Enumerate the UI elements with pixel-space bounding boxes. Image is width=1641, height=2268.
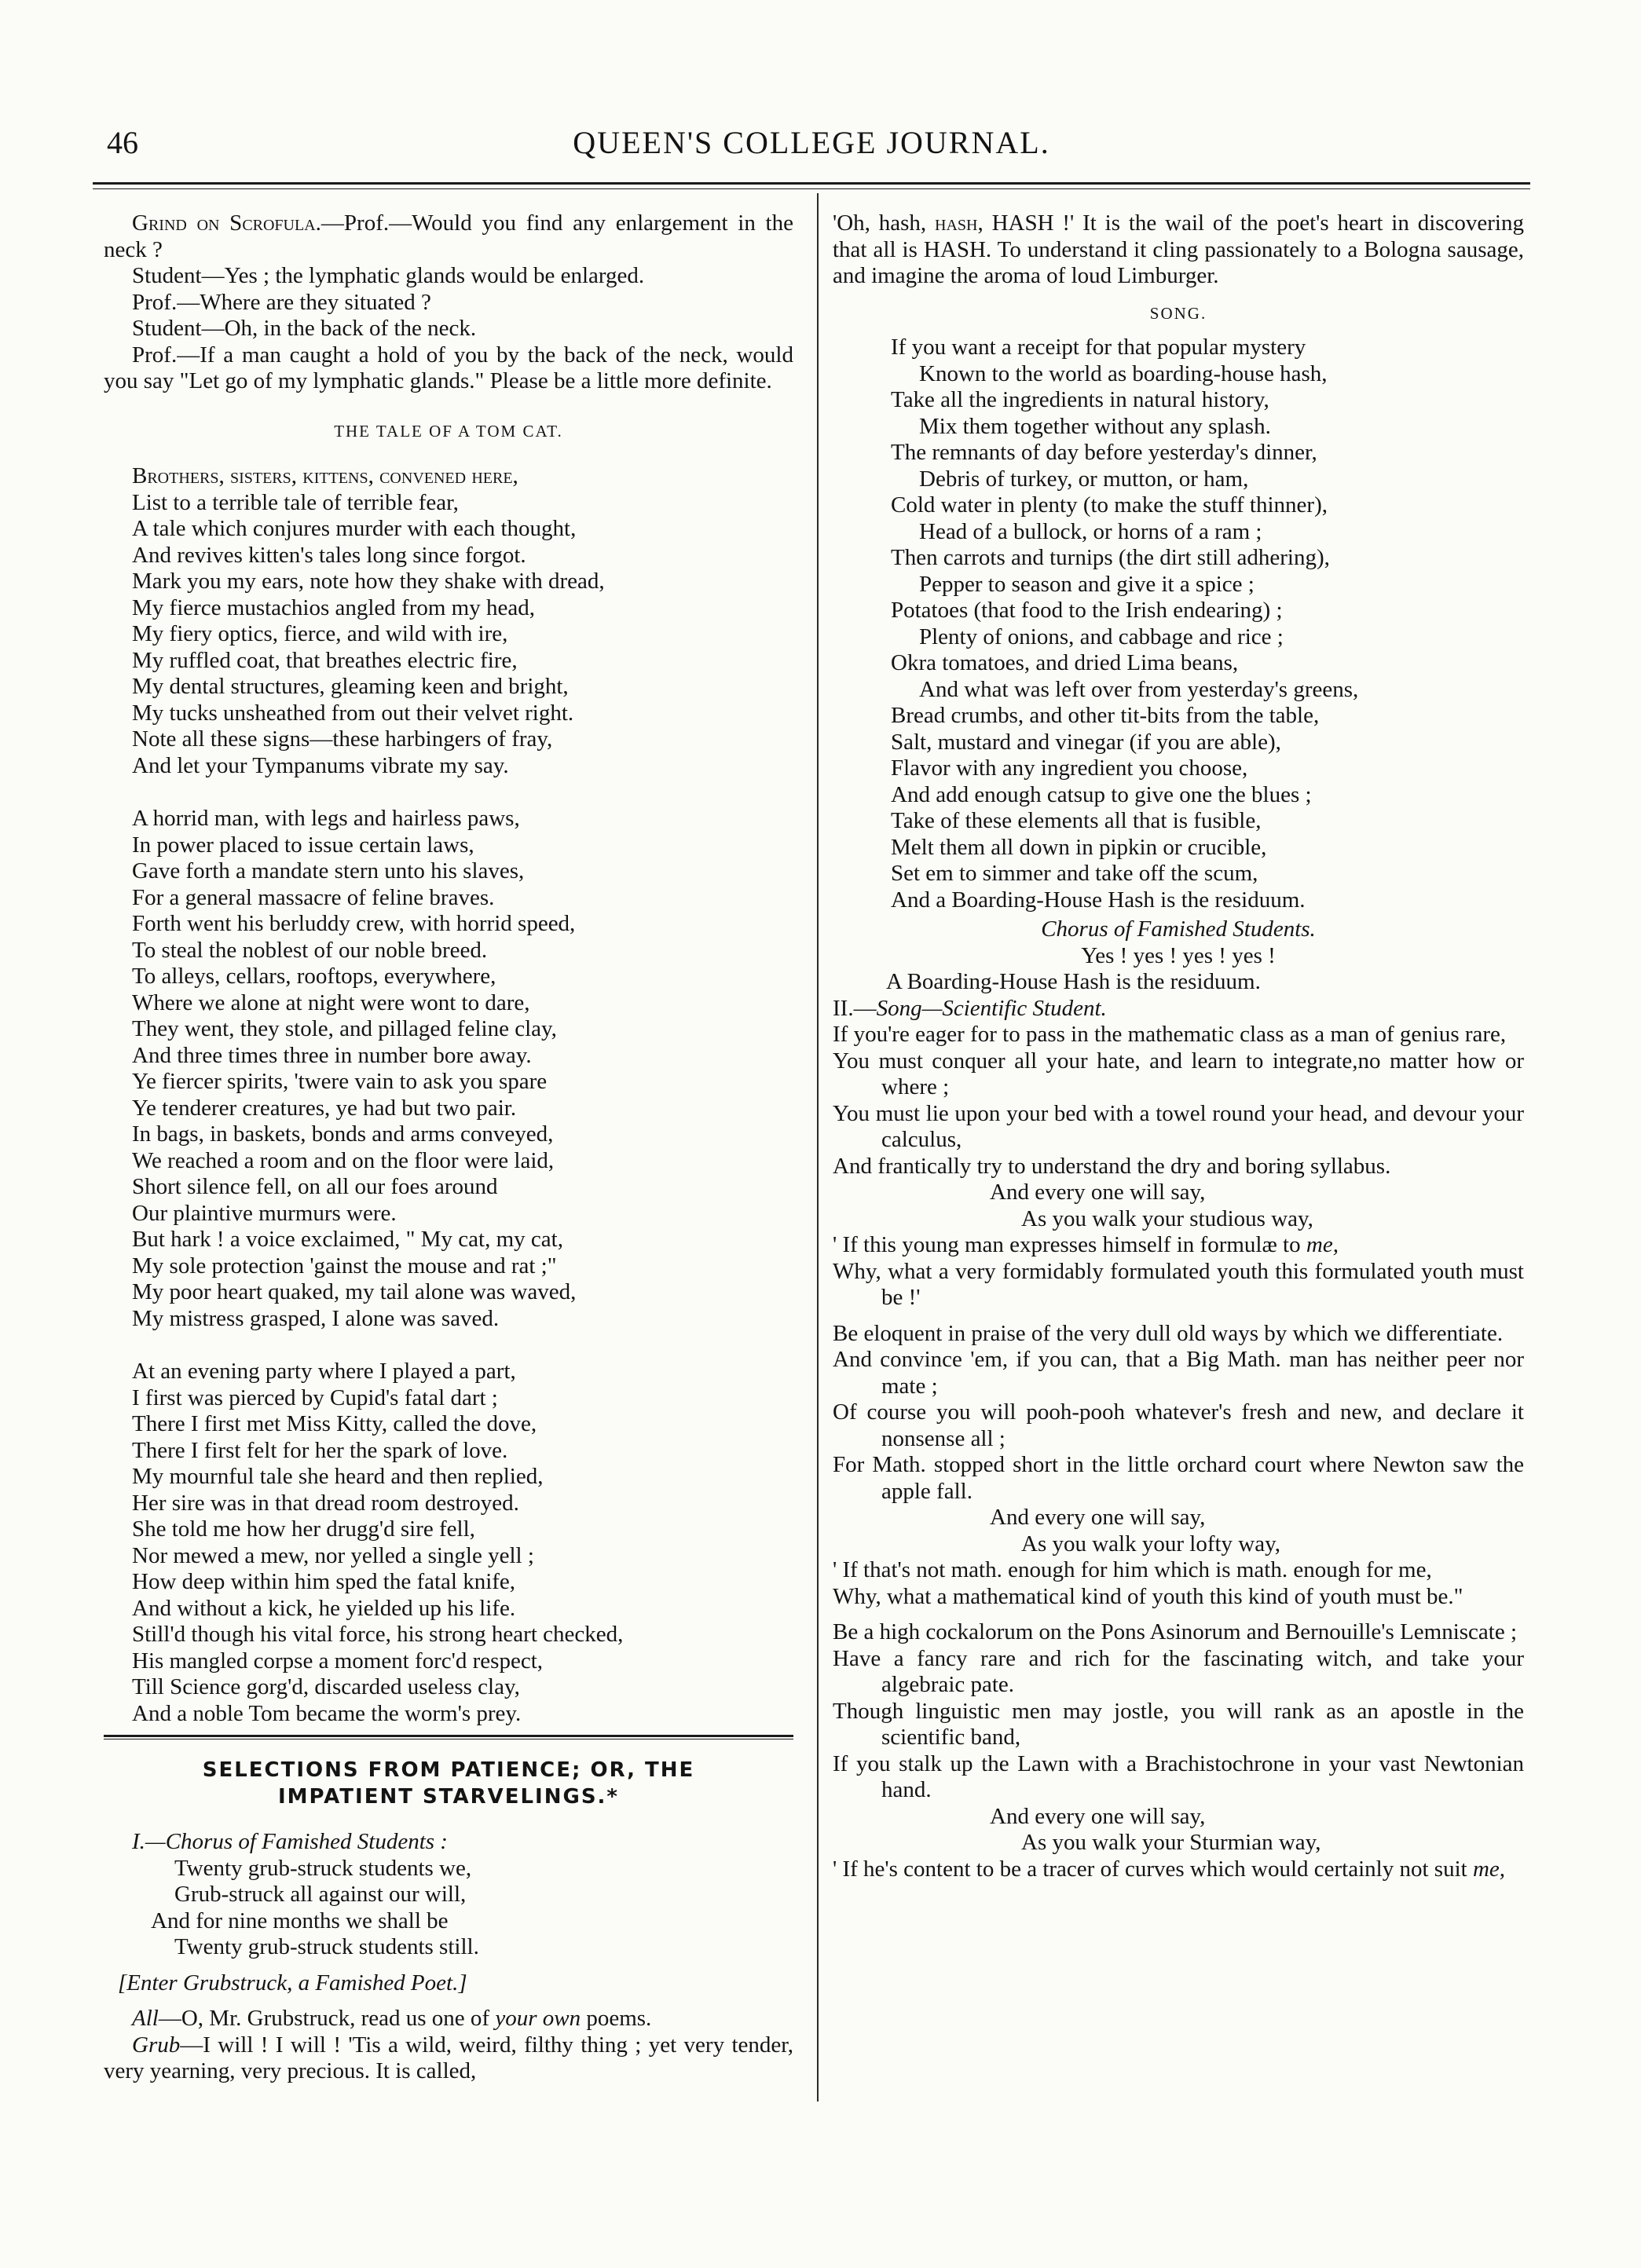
chorus-line: Twenty grub-struck students we, — [174, 1855, 472, 1881]
verse-line: Forth went his berluddy crew, with horrid speed, — [132, 911, 576, 936]
verse-line: My fierce mustachios angled from my head, — [132, 594, 535, 620]
grind-line: Student—Yes ; the lymphatic glands would be enlarged. — [132, 263, 645, 288]
left-column — [104, 210, 793, 2085]
verse-line: In power placed to issue certain laws, — [132, 832, 474, 858]
grind-first-line: Grind on Scrofula.—Prof.—Would you find any enlargement in the neck ? — [104, 210, 793, 262]
verse-line: I first was pierced by Cupid's fatal dart ; — [132, 1385, 498, 1410]
right-column — [833, 210, 1524, 1882]
header-rule-thin — [93, 188, 1530, 189]
journal-title: QUEEN'S COLLEGE JOURNAL. — [573, 125, 1050, 160]
song-label: SONG. — [1149, 303, 1207, 323]
hash-intro: 'Oh, hash, hash, HASH !' It is the wail of the poet's heart in discovering that all is HASH. To understand it cling passionately to a Bologna sausage, and imagine the aroma of loud Limburger. — [833, 210, 1524, 288]
verse-line: Still'd though his vital force, his strong heart checked, — [132, 1622, 624, 1647]
stanza-line: And frantically try to understand the dry and boring syllabus. — [833, 1153, 1391, 1179]
verse-line: How deep within him sped the fatal knife, — [132, 1569, 516, 1594]
hash-song — [833, 335, 1524, 913]
grind-title: Grind on Scrofula. — [132, 210, 321, 236]
page-number: 46 — [107, 125, 138, 160]
verse-line: Brothers, sisters, kittens, convened here, — [132, 463, 518, 488]
verse-line: My tucks unsheathed from out their velvet right. — [132, 700, 574, 726]
verse-line: Note all these signs—these harbingers of fray, — [132, 726, 553, 752]
verse-line: Short silence fell, on all our foes around — [132, 1174, 498, 1199]
verse-line: Where we alone at night were wont to dare, — [132, 990, 530, 1015]
refrain-line: And every one will say, — [990, 1505, 1206, 1530]
verse-line: There I first met Miss Kitty, called the dove, — [132, 1411, 537, 1436]
verse-line: Till Science gorg'd, discarded useless clay, — [132, 1674, 520, 1699]
stanza-line: Be a high cockalorum on the Pons Asinorum and Bernouille's Lemniscate ; — [833, 1619, 1518, 1644]
song-line: The remnants of day before yesterday's dinner, — [891, 440, 1317, 465]
grind-line: Prof.—Where are they situated ? — [132, 289, 431, 315]
column-divider — [817, 193, 819, 2102]
song-line: Debris of turkey, or mutton, or ham, — [919, 466, 1249, 492]
song-line: Head of a bullock, or horns of a ram ; — [919, 518, 1262, 544]
stanza-line: Be eloquent in praise of the very dull old ways by which we differentiate. — [833, 1320, 1504, 1346]
verse-line: We reached a room and on the floor were laid, — [132, 1147, 555, 1173]
song-line: Set em to simmer and take off the scum, — [891, 861, 1258, 886]
song-line: If you want a receipt for that popular mystery — [891, 335, 1306, 360]
stanza-line: You must lie upon your bed with a towel round your head, and devour your calculus, — [833, 1100, 1524, 1152]
verse-line: Ye fiercer spirits, 'twere vain to ask you spare — [132, 1069, 548, 1094]
verse-line: At an evening party where I played a part, — [132, 1359, 516, 1384]
refrain-line: ' If that's not math. enough for him which is math. enough for me, — [833, 1557, 1432, 1582]
stanza-line: Of course you will pooh-pooh whatever's fresh and new, and declare it nonsense all ; — [833, 1399, 1524, 1451]
verse-line: In bags, in baskets, bonds and arms conveyed, — [132, 1121, 554, 1147]
stanza-line: Though linguistic men may jostle, you will rank as an apostle in the scientific band, — [833, 1698, 1524, 1750]
part1-heading: I.—Chorus of Famished Students : — [132, 1829, 448, 1854]
song-line: Plenty of onions, and cabbage and rice ; — [919, 624, 1284, 649]
verse-line: Ye tenderer creatures, ye had but two pair. — [132, 1095, 517, 1121]
song-line: Okra tomatoes, and dried Lima beans, — [891, 650, 1239, 675]
stanza-line: And convince 'em, if you can, that a Big Math. man has neither peer nor mate ; — [833, 1347, 1524, 1399]
song-line: And add enough catsup to give one the blues ; — [891, 781, 1312, 807]
song-line: Melt them all down in pipkin or crucible, — [891, 834, 1267, 860]
verse-line: My sole protection 'gainst the mouse and rat ;" — [132, 1253, 557, 1278]
verse-line: And revives kitten's tales long since forgot. — [132, 542, 526, 568]
section-rule-thick — [104, 1735, 793, 1737]
verse-line: Her sire was in that dread room destroyed. — [132, 1490, 519, 1516]
verse-line: Gave forth a mandate stern unto his slaves, — [132, 858, 525, 883]
refrain-line: And every one will say, — [990, 1803, 1206, 1829]
chorus-line: Yes ! yes ! yes ! yes ! — [1081, 942, 1276, 968]
verse-line: To alleys, cellars, rooftops, everywhere, — [132, 964, 496, 989]
grind-line: Prof.—If a man caught a hold of you by the back of the neck, would you say "Let go of my lymphatic glands." Please be a little more definite. — [104, 342, 793, 393]
tale-stanza-2 — [104, 806, 793, 1332]
selections-heading: SELECTIONS FROM PATIENCE; OR, THE IMPATIENT STARVELINGS.* — [202, 1758, 695, 1809]
song-line: Flavor with any ingredient you choose, — [891, 755, 1248, 781]
stanza-line: Have a fancy rare and rich for the fascinating witch, and take your algebraic pate. — [833, 1645, 1524, 1697]
song-line: Mix them together without any splash. — [919, 413, 1271, 439]
verse-line: A tale which conjures murder with each thought, — [132, 516, 577, 541]
song-line: Take of these elements all that is fusible, — [891, 808, 1262, 833]
refrain-line: As you walk your lofty way, — [1021, 1531, 1280, 1557]
verse-line: And three times three in number bore away. — [132, 1042, 532, 1068]
verse-line: Nor mewed a mew, nor yelled a single yell ; — [132, 1542, 534, 1568]
verse-line: To steal the noblest of our noble breed. — [132, 937, 488, 963]
verse-line: List to a terrible tale of terrible fear, — [132, 489, 459, 515]
verse-line: They went, they stole, and pillaged feline clay, — [132, 1016, 557, 1041]
grub-dialogue: Grub—I will ! I will ! 'Tis a wild, weird, filthy thing ; yet very tender, very yearning, very precious. It is called, — [104, 2032, 793, 2083]
refrain-line: As you walk your studious way, — [1021, 1205, 1313, 1231]
verse-line: My mournful tale she heard and then replied, — [132, 1464, 544, 1489]
verse-line: A horrid man, with legs and hairless paws, — [132, 806, 520, 831]
refrain-line: ' If he's content to be a tracer of curves which would certainly not suit me, — [833, 1856, 1506, 1882]
verse-line: She told me how her drugg'd sire fell, — [132, 1516, 475, 1542]
verse-line: For a general massacre of feline braves. — [132, 884, 495, 910]
verse-line: Our plaintive murmurs were. — [132, 1200, 397, 1226]
all-dialogue: All—O, Mr. Grubstruck, read us one of your own poems. — [132, 2006, 652, 2031]
song-line: Then carrots and turnips (the dirt still adhering), — [891, 545, 1330, 570]
header-rule-thick — [93, 182, 1530, 185]
tale-title: THE TALE OF A TOM CAT. — [334, 421, 563, 441]
song-line: Pepper to season and give it a spice ; — [919, 571, 1255, 597]
verse-line: Mark you my ears, note how they shake with dread, — [132, 569, 605, 594]
refrain-line: Why, what a very formidably formulated youth this formulated youth must be !' — [833, 1258, 1524, 1310]
grind-line: Student—Oh, in the back of the neck. — [132, 316, 477, 341]
verse-line: And without a kick, he yielded up his life. — [132, 1595, 516, 1621]
stanza-line: For Math. stopped short in the little orchard court where Newton saw the apple fall. — [833, 1452, 1524, 1504]
stanza-line: You must conquer all your hate, and learn to integrate,no matter how or where ; — [833, 1048, 1524, 1099]
refrain-line: And every one will say, — [990, 1180, 1206, 1205]
verse-line: My poor heart quaked, my tail alone was waved, — [132, 1279, 577, 1304]
refrain-line: As you walk your Sturmian way, — [1021, 1830, 1321, 1855]
grind-on-scrofula — [104, 210, 793, 395]
tale-stanza-3 — [104, 1359, 793, 1727]
stanza-line: If you stalk up the Lawn with a Brachistochrone in your vast Newtonian hand. — [833, 1750, 1524, 1802]
verse-line: My mistress grasped, I alone was saved. — [132, 1305, 500, 1331]
chorus-line: And for nine months we shall be — [151, 1908, 449, 1933]
verse-line: And a noble Tom became the worm's prey. — [132, 1700, 522, 1726]
stanza-line: If you're eager for to pass in the mathematic class as a man of genius rare, — [833, 1022, 1507, 1047]
song-line: And a Boarding-House Hash is the residuum. — [891, 887, 1306, 913]
chorus-line: Twenty grub-struck students still. — [174, 1934, 479, 1959]
refrain-line: Why, what a mathematical kind of youth this kind of youth must be." — [833, 1583, 1463, 1609]
verse-line: My fiery optics, fierce, and wild with ire, — [132, 621, 508, 646]
refrain-line: ' If this young man expresses himself in formulæ to me, — [833, 1232, 1339, 1257]
verse-line: His mangled corpse a moment forc'd respect, — [132, 1648, 544, 1674]
chorus-line: Grub-struck all against our will, — [174, 1882, 467, 1907]
song-line: Salt, mustard and vinegar (if you are able), — [891, 729, 1281, 755]
song-line: Take all the ingredients in natural history, — [891, 387, 1269, 412]
verse-line: And let your Tympanums vibrate my say. — [132, 752, 509, 778]
stage-direction: [Enter Grubstruck, a Famished Poet.] — [118, 1970, 467, 1995]
verse-line: My dental structures, gleaming keen and bright, — [132, 674, 569, 699]
chorus-line: A Boarding-House Hash is the residuum. — [886, 969, 1261, 994]
page-header — [93, 124, 1530, 179]
song-line: Cold water in plenty (to make the stuff thinner), — [891, 492, 1328, 518]
chorus-heading: Chorus of Famished Students. — [1041, 916, 1316, 942]
part1-chorus — [104, 1856, 793, 1961]
verse-line: But hark ! a voice exclaimed, " My cat, my cat, — [132, 1227, 563, 1252]
part2-heading: II.—Song—Scientific Student. — [833, 995, 1107, 1021]
song-line: Bread crumbs, and other tit-bits from the table, — [891, 703, 1320, 728]
tale-stanza-1 — [104, 463, 793, 779]
verse-line: My ruffled coat, that breathes electric fire, — [132, 647, 518, 673]
song-line: Potatoes (that food to the Irish endearing) ; — [891, 598, 1283, 623]
song-line: Known to the world as boarding-house hash, — [919, 360, 1328, 386]
song-line: And what was left over from yesterday's greens, — [919, 676, 1359, 702]
verse-line: There I first felt for her the spark of love. — [132, 1437, 508, 1463]
